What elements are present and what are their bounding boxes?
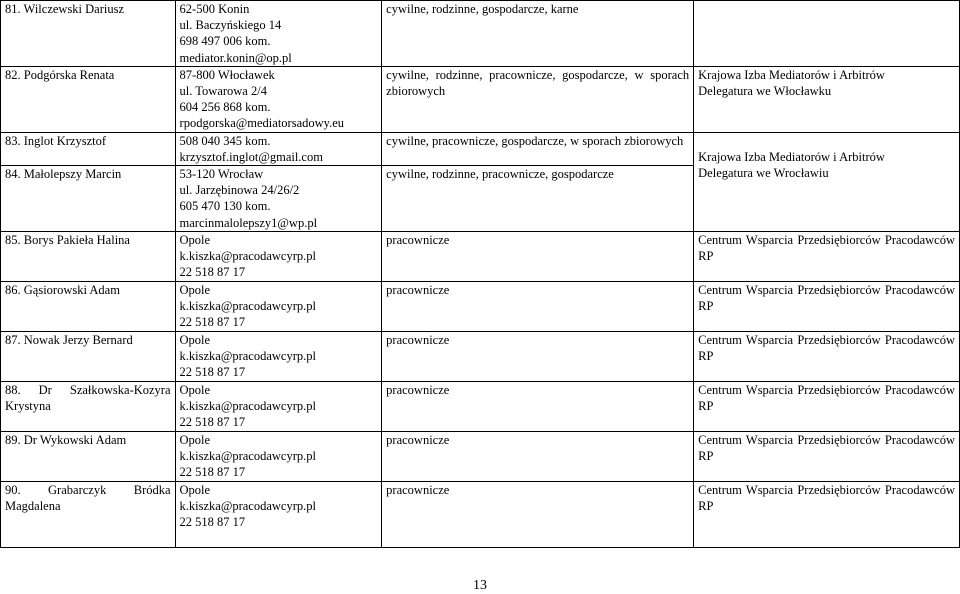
table-row — [1, 381, 960, 431]
mediation-scope: cywilne, rodzinne, gospodarcze, karne — [382, 1, 694, 67]
table-row — [1, 66, 960, 132]
mediator-contact: 87-800 Włocławek ul. Towarowa 2/4 604 256 868 kom. rpodgorska@mediatorsadowy.eu — [175, 66, 382, 132]
mediator-name: 88. Dr Szałkowska-Kozyra Krystyna — [1, 381, 176, 431]
institution: Krajowa Izba Mediatorów i Arbitrów Delegatura we Wrocławiu — [694, 132, 960, 231]
mediation-scope: pracownicze — [382, 231, 694, 281]
mediator-name: 84. Małolepszy Marcin — [1, 166, 176, 232]
mediator-name: 82. Podgórska Renata — [1, 66, 176, 132]
mediator-contact: Opole k.kiszka@pracodawcyrp.pl 22 518 87 17 — [175, 381, 382, 431]
mediator-contact: Opole k.kiszka@pracodawcyrp.pl 22 518 87 17 — [175, 431, 382, 481]
table-row — [1, 331, 960, 381]
mediator-name: 90. Grabarczyk Bródka Magdalena — [1, 481, 176, 547]
mediation-scope: pracownicze — [382, 331, 694, 381]
institution: Centrum Wsparcia Przedsiębiorców Pracodawców RP — [694, 231, 960, 281]
mediator-name: 83. Inglot Krzysztof — [1, 132, 176, 165]
institution — [694, 1, 960, 67]
mediator-contact: Opole k.kiszka@pracodawcyrp.pl 22 518 87 17 — [175, 331, 382, 381]
table-row — [1, 1, 960, 67]
institution: Krajowa Izba Mediatorów i Arbitrów Delegatura we Włocławku — [694, 66, 960, 132]
mediator-name: 87. Nowak Jerzy Bernard — [1, 331, 176, 381]
table-row — [1, 281, 960, 331]
table-row — [1, 481, 960, 547]
page-number: 13 — [473, 578, 487, 593]
mediator-contact: 62-500 Konin ul. Baczyńskiego 14 698 497 006 kom. mediator.konin@op.pl — [175, 1, 382, 67]
institution: Centrum Wsparcia Przedsiębiorców Pracodawców RP — [694, 381, 960, 431]
institution: Centrum Wsparcia Przedsiębiorców Pracodawców RP — [694, 331, 960, 381]
institution: Centrum Wsparcia Przedsiębiorców Pracodawców RP — [694, 481, 960, 547]
mediator-name: 81. Wilczewski Dariusz — [1, 1, 176, 67]
mediation-scope: cywilne, pracownicze, gospodarcze, w sporach zbiorowych — [382, 132, 694, 165]
mediation-scope: pracownicze — [382, 381, 694, 431]
table-row — [1, 132, 960, 165]
institution: Centrum Wsparcia Przedsiębiorców Pracodawców RP — [694, 281, 960, 331]
mediator-name: 85. Borys Pakieła Halina — [1, 231, 176, 281]
mediation-scope: pracownicze — [382, 281, 694, 331]
mediation-scope: cywilne, rodzinne, pracownicze, gospodarcze, w sporach zbiorowych — [382, 66, 694, 132]
mediator-contact: 53-120 Wrocław ul. Jarzębinowa 24/26/2 605 470 130 kom. marcinmalolepszy1@wp.pl — [175, 166, 382, 232]
table-row — [1, 431, 960, 481]
mediation-scope: pracownicze — [382, 481, 694, 547]
mediator-contact: Opole k.kiszka@pracodawcyrp.pl 22 518 87 17 — [175, 481, 382, 547]
mediator-contact: Opole k.kiszka@pracodawcyrp.pl 22 518 87 17 — [175, 231, 382, 281]
institution: Centrum Wsparcia Przedsiębiorców Pracodawców RP — [694, 431, 960, 481]
mediation-scope: cywilne, rodzinne, pracownicze, gospodarcze — [382, 166, 694, 232]
mediator-name: 89. Dr Wykowski Adam — [1, 431, 176, 481]
table-row — [1, 231, 960, 281]
mediation-scope: pracownicze — [382, 431, 694, 481]
mediator-contact: 508 040 345 kom. krzysztof.inglot@gmail.com — [175, 132, 382, 165]
mediator-contact: Opole k.kiszka@pracodawcyrp.pl 22 518 87 17 — [175, 281, 382, 331]
mediator-name: 86. Gąsiorowski Adam — [1, 281, 176, 331]
